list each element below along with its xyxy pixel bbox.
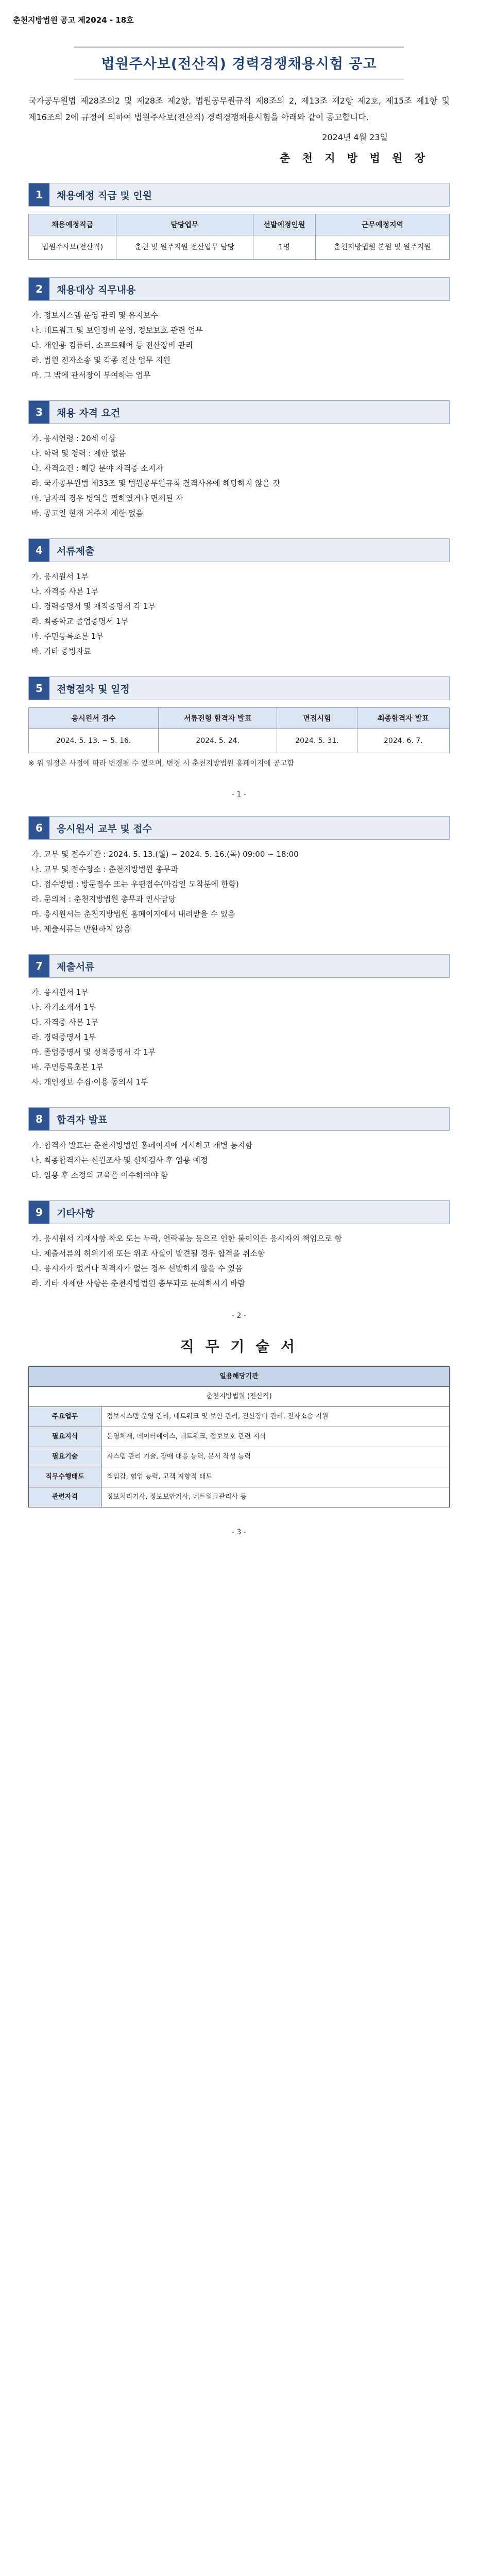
list-item: 나. 제출서류의 허위기재 또는 위조 사실이 발견될 경우 합격을 취소함 <box>31 1249 265 1258</box>
section-title: 채용대상 직무내용 <box>57 284 136 296</box>
section-header <box>28 400 450 424</box>
table-cell: 2024. 5. 24. <box>159 729 277 753</box>
section-1 <box>28 183 450 260</box>
section-3 <box>28 400 450 521</box>
table-cell: 춘천지방법원 본원 및 원주지원 <box>315 235 449 260</box>
table-cell: 정보처리기사, 정보보안기사, 네트워크관리사 등 <box>101 1487 450 1507</box>
table-row <box>29 1447 450 1467</box>
list-item: 다. 경력증명서 및 재직증명서 각 1부 <box>31 602 156 611</box>
document-body <box>13 10 450 1547</box>
list-item: 나. 교부 및 접수장소 : 춘천지방법원 총무과 <box>31 865 178 874</box>
table-cell: 2024. 5. 13. ~ 5. 16. <box>29 729 159 753</box>
row-label: 필요기술 <box>29 1447 101 1467</box>
list-item: 라. 국가공무원법 제33조 및 법원공무원규칙 결격사유에 해당하지 않을 것 <box>31 479 280 488</box>
section-number: 4 <box>29 539 49 562</box>
qualification-list <box>31 431 450 521</box>
section-8 <box>28 1107 450 1183</box>
list-item: 가. 응시연령 : 20세 이상 <box>31 434 116 443</box>
submission-list <box>31 985 450 1090</box>
documents-list <box>31 569 450 659</box>
list-item: 다. 자격증 사본 1부 <box>31 1018 99 1027</box>
list-item: 나. 학력 및 경력 : 제한 없음 <box>31 449 126 458</box>
list-item: 가. 응시원서 1부 <box>31 572 89 581</box>
list-item: 다. 자격요건 : 해당 분야 자격증 소지자 <box>31 464 163 473</box>
page-title: 법원주사보(전산직) 경력경쟁채용시험 공고 <box>74 46 404 79</box>
list-item: 라. 기타 자세한 사항은 춘천지방법원 총무과로 문의하시기 바람 <box>31 1279 245 1288</box>
row-label: 직무수행태도 <box>29 1467 101 1487</box>
notice-number: 춘천지방법원 공고 제2024 - 18호 <box>13 15 134 25</box>
table-header: 근무예정지역 <box>315 214 449 235</box>
section-number: 1 <box>29 183 49 206</box>
duty-list <box>31 308 450 383</box>
section-header <box>28 676 450 700</box>
list-item: 바. 기타 증빙자료 <box>31 647 91 656</box>
schedule-table <box>28 707 450 753</box>
table-cell: 1명 <box>253 235 315 260</box>
table-header: 서류전형 합격자 발표 <box>159 708 277 729</box>
list-item: 마. 졸업증명서 및 성적증명서 각 1부 <box>31 1047 156 1057</box>
application-list <box>31 847 450 937</box>
table-cell: 운영체제, 데이터베이스, 네트워크, 정보보호 관련 지식 <box>101 1427 450 1447</box>
section-title: 전형절차 및 일정 <box>57 683 130 695</box>
section-header <box>28 1200 450 1224</box>
table-header: 최종합격자 발표 <box>357 708 449 729</box>
section-header <box>28 954 450 978</box>
section-title: 응시원서 교부 및 접수 <box>57 823 152 835</box>
table-cell: 정보시스템 운영 관리, 네트워크 및 보안 관리, 전산장비 관리, 전자소송 지원 <box>101 1407 450 1427</box>
list-item: 나. 자격증 사본 1부 <box>31 587 99 596</box>
page-number: - 1 - <box>232 790 246 799</box>
list-item: 마. 응시원서는 춘천지방법원 홈페이지에서 내려받을 수 있음 <box>31 909 235 919</box>
list-item: 라. 법원 전자소송 및 각종 전산 업무 지원 <box>31 355 170 365</box>
section-5 <box>28 676 450 770</box>
table-cell: 책임감, 협업 능력, 고객 지향적 태도 <box>101 1467 450 1487</box>
row-label: 관련자격 <box>29 1487 101 1507</box>
table-header: 선발예정인원 <box>253 214 315 235</box>
table-row <box>29 1407 450 1427</box>
section-title: 제출서류 <box>57 961 95 973</box>
list-item: 라. 최종학교 졸업증명서 1부 <box>31 617 129 626</box>
section-4 <box>28 538 450 659</box>
list-item: 가. 응시원서 기재사항 착오 또는 누락, 연락불능 등으로 인한 불이익은 응시자의 책임으로 함 <box>31 1234 342 1243</box>
row-label: 필요지식 <box>29 1427 101 1447</box>
section-number: 8 <box>29 1108 49 1130</box>
row-label: 주요업무 <box>29 1407 101 1427</box>
intro-paragraph: 국가공무원법 제28조의2 및 제28조 제2항, 법원공무원규칙 제8조의 2, 제13조 제2항 제2호, 제15조 제1항 및 제16조의 2에 규정에 의하여 법원주사보(전산직) 경력경쟁채용시험을 아래와 같이 공고합니다. <box>28 96 450 122</box>
section-number: 9 <box>29 1201 49 1224</box>
section-number: 3 <box>29 401 49 423</box>
section-title: 합격자 발표 <box>57 1114 108 1126</box>
table-row <box>29 729 450 753</box>
list-item: 가. 합격자 발표는 춘천지방법원 홈페이지에 게시하고 개별 통지함 <box>31 1141 253 1150</box>
list-item: 나. 네트워크 및 보안장비 운영, 정보보호 관련 업무 <box>31 326 203 335</box>
table-header: 채용예정직급 <box>29 214 116 235</box>
list-item: 바. 주민등록초본 1부 <box>31 1062 104 1072</box>
table-row <box>29 1487 450 1507</box>
section-header <box>28 1107 450 1131</box>
section-header <box>28 277 450 301</box>
list-item: 나. 자기소개서 1부 <box>31 1003 96 1012</box>
section-number: 6 <box>29 817 49 839</box>
announcement-list <box>31 1138 450 1183</box>
table-row <box>29 1387 450 1407</box>
table-header: 면접시험 <box>277 708 357 729</box>
table-row <box>29 1427 450 1447</box>
table-cell: 2024. 5. 31. <box>277 729 357 753</box>
section-6 <box>28 816 450 937</box>
list-item: 사. 개인정보 수집·이용 동의서 1부 <box>31 1077 148 1087</box>
issuing-organization: 춘 천 지 방 법 원 장 <box>280 152 429 164</box>
list-item: 다. 임용 후 소정의 교육을 이수하여야 함 <box>31 1171 168 1180</box>
list-item: 마. 그 밖에 관서장이 부여하는 업무 <box>31 370 151 380</box>
misc-list <box>31 1231 450 1291</box>
table-cell: 춘천 및 원주지원 전산업무 담당 <box>116 235 253 260</box>
section-title: 채용 자격 요건 <box>57 407 121 419</box>
section-title: 기타사항 <box>57 1207 95 1219</box>
table-header: 응시원서 접수 <box>29 708 159 729</box>
list-item: 바. 제출서류는 반환하지 않음 <box>31 924 131 934</box>
section-header <box>28 538 450 562</box>
notice-date: 2024년 4월 23일 <box>322 132 388 142</box>
job-description-title: 직 무 기 술 서 <box>180 1338 298 1355</box>
page-number: - 3 - <box>232 1528 246 1536</box>
section-header <box>28 816 450 840</box>
list-item: 라. 경력증명서 1부 <box>31 1032 96 1042</box>
list-item: 다. 응시자가 없거나 적격자가 없는 경우 선발하지 않을 수 있음 <box>31 1264 243 1273</box>
list-item: 라. 문의처 : 춘천지방법원 총무과 인사담당 <box>31 894 176 904</box>
section-number: 5 <box>29 677 49 700</box>
position-table <box>28 214 450 260</box>
section-header <box>28 183 450 207</box>
table-header: 담당업무 <box>116 214 253 235</box>
section-2 <box>28 277 450 383</box>
section-title: 채용예정 직급 및 인원 <box>57 190 152 201</box>
table-header-row <box>29 708 450 729</box>
section-title: 서류제출 <box>57 545 95 557</box>
table-cell: 법원주사보(전산직) <box>29 235 116 260</box>
job-description-table <box>28 1366 450 1507</box>
section-number: 7 <box>29 955 49 977</box>
list-item: 마. 주민등록초본 1부 <box>31 632 104 641</box>
list-item: 마. 남자의 경우 병역을 필하였거나 면제된 자 <box>31 494 183 503</box>
table-header: 일용해당기관 <box>29 1367 450 1387</box>
section-7 <box>28 954 450 1090</box>
page-number: - 2 - <box>232 1312 246 1320</box>
table-header-row <box>29 214 450 235</box>
table-row <box>29 1367 450 1387</box>
table-cell: 시스템 관리 기술, 장애 대응 능력, 문서 작성 능력 <box>101 1447 450 1467</box>
list-item: 가. 응시원서 1부 <box>31 988 89 997</box>
list-item: 다. 접수방법 : 방문접수 또는 우편접수(마감일 도착분에 한함) <box>31 879 239 889</box>
table-cell: 2024. 6. 7. <box>357 729 449 753</box>
list-item: 가. 교부 및 접수기간 : 2024. 5. 13.(월) ~ 2024. 5. 16.(목) 09:00 ~ 18:00 <box>31 850 299 859</box>
table-row <box>29 235 450 260</box>
table-cell: 춘천지방법원 (전산직) <box>29 1387 450 1407</box>
table-row <box>29 1467 450 1487</box>
list-item: 나. 최종합격자는 신원조사 및 신체검사 후 임용 예정 <box>31 1156 208 1165</box>
section-number: 2 <box>29 278 49 300</box>
list-item: 바. 공고일 현재 거주지 제한 없음 <box>31 509 143 518</box>
list-item: 다. 개인용 컴퓨터, 소프트웨어 등 전산장비 관리 <box>31 341 193 350</box>
section-9 <box>28 1200 450 1291</box>
list-item: 가. 정보시스템 운영 관리 및 유지보수 <box>31 311 158 320</box>
schedule-note: ※ 위 일정은 사정에 따라 변경될 수 있으며, 변경 시 춘천지방법원 홈페이지에 공고함 <box>28 759 294 768</box>
